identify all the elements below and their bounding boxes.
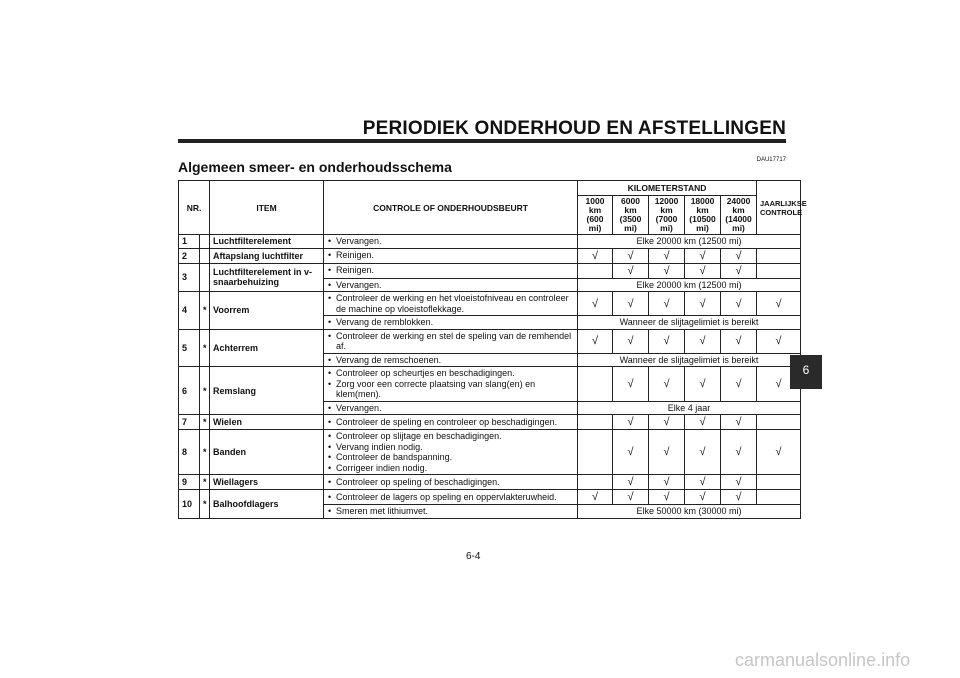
table-row — [179, 475, 801, 490]
check-cell — [578, 367, 613, 402]
document-code: DAU17717 — [756, 157, 786, 163]
row-control — [324, 292, 578, 316]
row-item: Luchtfilterelement — [210, 235, 324, 249]
row-control — [324, 401, 578, 415]
dealer-service-mark: * — [200, 490, 210, 519]
check-cell: √ — [613, 248, 649, 263]
dealer-service-mark: * — [200, 292, 210, 330]
check-cell — [757, 263, 801, 278]
row-number: 2 — [179, 248, 200, 263]
row-number: 6 — [179, 367, 200, 415]
dealer-service-mark — [200, 248, 210, 263]
check-cell: √ — [613, 329, 649, 353]
interval-span: Elke 20000 km (12500 mi) — [578, 278, 801, 292]
control-line: • Vervangen. — [336, 236, 574, 247]
check-cell: √ — [649, 292, 685, 316]
check-cell — [757, 415, 801, 430]
control-line: • Controleer de speling en controleer op beschadigingen. — [336, 417, 574, 428]
check-cell: √ — [578, 329, 613, 353]
title-rule — [178, 139, 786, 143]
check-cell: √ — [578, 490, 613, 505]
check-cell: √ — [721, 490, 757, 505]
check-cell: √ — [685, 490, 721, 505]
control-line: • Controleer de werking en stel de speling van de remhendel af. — [336, 331, 574, 352]
header-nr: NR. — [179, 181, 210, 235]
page-number: 6-4 — [466, 551, 481, 562]
dealer-service-mark: * — [200, 329, 210, 367]
check-cell — [578, 430, 613, 475]
control-line: • Smeren met lithiumvet. — [336, 506, 574, 517]
maintenance-schedule-table — [178, 180, 807, 519]
check-cell: √ — [613, 475, 649, 490]
header-km-12000: 12000 km (7000 mi) — [649, 196, 685, 235]
row-item: Aftapslang luchtfilter — [210, 248, 324, 263]
row-control — [324, 475, 578, 490]
section-title: Algemeen smeer- en onderhoudsschema — [178, 159, 452, 175]
check-cell — [757, 490, 801, 505]
check-cell — [757, 248, 801, 263]
check-cell: √ — [613, 292, 649, 316]
dealer-service-mark: * — [200, 475, 210, 490]
control-line: • Controleer de werking en het vloeistofniveau en controleer de machine op vloeistoflekkage. — [336, 293, 574, 314]
control-line: • Reinigen. — [336, 265, 574, 276]
check-cell: √ — [578, 292, 613, 316]
check-cell: √ — [649, 415, 685, 430]
table-row — [179, 490, 801, 505]
check-cell: √ — [649, 475, 685, 490]
row-control — [324, 367, 578, 402]
watermark-logo: carmanualsonline.info — [735, 650, 911, 670]
check-cell: √ — [721, 367, 757, 402]
dealer-service-mark: * — [200, 415, 210, 430]
table-row — [179, 367, 801, 402]
interval-span: Elke 50000 km (30000 mi) — [578, 505, 801, 519]
check-cell: √ — [721, 415, 757, 430]
control-line: • Corrigeer indien nodig. — [336, 463, 574, 474]
row-number: 3 — [179, 263, 200, 292]
row-control — [324, 329, 578, 353]
dealer-service-mark — [200, 235, 210, 249]
dealer-service-mark — [200, 263, 210, 292]
check-cell: √ — [721, 329, 757, 353]
control-line: • Vervang de remblokken. — [336, 317, 574, 328]
check-cell: √ — [757, 329, 801, 353]
header-km-1000: 1000 km (600 mi) — [578, 196, 613, 235]
interval-span: Elke 4 jaar — [578, 401, 801, 415]
row-item: Banden — [210, 430, 324, 475]
check-cell: √ — [613, 490, 649, 505]
control-line: • Vervang indien nodig. — [336, 442, 574, 453]
row-number: 1 — [179, 235, 200, 249]
check-cell: √ — [721, 248, 757, 263]
check-cell: √ — [721, 292, 757, 316]
check-cell: √ — [757, 430, 801, 475]
check-cell: √ — [649, 367, 685, 402]
control-line: • Controleer op scheurtjes en beschadigingen. — [336, 368, 574, 379]
dealer-service-mark: * — [200, 367, 210, 415]
check-cell: √ — [721, 475, 757, 490]
control-line: • Vervangen. — [336, 280, 574, 291]
check-cell: √ — [685, 475, 721, 490]
check-cell — [578, 475, 613, 490]
control-line: • Reinigen. — [336, 250, 574, 261]
check-cell: √ — [649, 430, 685, 475]
check-cell: √ — [757, 292, 801, 316]
table-row — [179, 263, 801, 278]
check-cell: √ — [613, 263, 649, 278]
check-cell: √ — [685, 329, 721, 353]
table-row — [179, 430, 801, 475]
row-number: 9 — [179, 475, 200, 490]
chapter-tab: 6 — [790, 355, 822, 389]
schedule-body — [179, 235, 801, 519]
header-km-18000: 18000 km (10500 mi) — [685, 196, 721, 235]
table-row — [179, 248, 801, 263]
check-cell — [757, 475, 801, 490]
control-line: • Controleer de bandspanning. — [336, 452, 574, 463]
table-row — [179, 329, 801, 353]
row-item: Wiellagers — [210, 475, 324, 490]
header-km-24000: 24000 km (14000 mi) — [721, 196, 757, 235]
control-line: • Controleer op slijtage en beschadigingen. — [336, 431, 574, 442]
row-control — [324, 505, 578, 519]
row-control — [324, 490, 578, 505]
row-item: Remslang — [210, 367, 324, 415]
row-number: 10 — [179, 490, 200, 519]
row-item: Achterrem — [210, 329, 324, 367]
row-control — [324, 235, 578, 249]
row-number: 4 — [179, 292, 200, 330]
check-cell: √ — [613, 415, 649, 430]
row-control — [324, 263, 578, 278]
header-item: ITEM — [210, 181, 324, 235]
interval-span: Elke 20000 km (12500 mi) — [578, 235, 801, 249]
row-number: 7 — [179, 415, 200, 430]
row-control — [324, 430, 578, 475]
table-row — [179, 415, 801, 430]
check-cell: √ — [685, 415, 721, 430]
check-cell: √ — [649, 263, 685, 278]
interval-span: Wanneer de slijtagelimiet is bereikt — [578, 353, 801, 367]
control-line: • Controleer op speling of beschadigingen. — [336, 477, 574, 488]
control-line: • Zorg voor een correcte plaatsing van slang(en) en klem(men). — [336, 379, 574, 400]
interval-span: Wanneer de slijtagelimiet is bereikt — [578, 316, 801, 330]
check-cell: √ — [721, 263, 757, 278]
check-cell: √ — [757, 367, 801, 402]
table-row — [179, 235, 801, 249]
check-cell: √ — [685, 292, 721, 316]
row-item: Wielen — [210, 415, 324, 430]
header-yearly: JAARLIJKSE CONTROLE — [757, 181, 801, 235]
check-cell — [578, 415, 613, 430]
check-cell: √ — [685, 248, 721, 263]
row-item: Luchtfilterelement in v-snaarbehuizing — [210, 263, 324, 292]
row-control — [324, 278, 578, 292]
header-km-6000: 6000 km (3500 mi) — [613, 196, 649, 235]
row-item: Balhoofdlagers — [210, 490, 324, 519]
table-row — [179, 292, 801, 316]
dealer-service-mark: * — [200, 430, 210, 475]
header-kilometerstand: KILOMETERSTAND — [578, 181, 757, 196]
row-item: Voorrem — [210, 292, 324, 330]
page-title: PERIODIEK ONDERHOUD EN AFSTELLINGEN — [362, 118, 786, 139]
check-cell: √ — [613, 430, 649, 475]
row-control — [324, 316, 578, 330]
check-cell: √ — [685, 263, 721, 278]
control-line: • Vervangen. — [336, 403, 574, 414]
row-control — [324, 353, 578, 367]
header-control: CONTROLE OF ONDERHOUDSBEURT — [324, 181, 578, 235]
check-cell: √ — [721, 430, 757, 475]
row-number: 5 — [179, 329, 200, 367]
check-cell: √ — [613, 367, 649, 402]
row-control — [324, 248, 578, 263]
check-cell — [578, 263, 613, 278]
check-cell: √ — [649, 490, 685, 505]
control-line: • Vervang de remschoenen. — [336, 355, 574, 366]
row-number: 8 — [179, 430, 200, 475]
check-cell: √ — [685, 430, 721, 475]
check-cell: √ — [649, 329, 685, 353]
control-line: • Controleer de lagers op speling en oppervlakteruwheid. — [336, 492, 574, 503]
check-cell: √ — [685, 367, 721, 402]
check-cell: √ — [649, 248, 685, 263]
check-cell: √ — [578, 248, 613, 263]
row-control — [324, 415, 578, 430]
